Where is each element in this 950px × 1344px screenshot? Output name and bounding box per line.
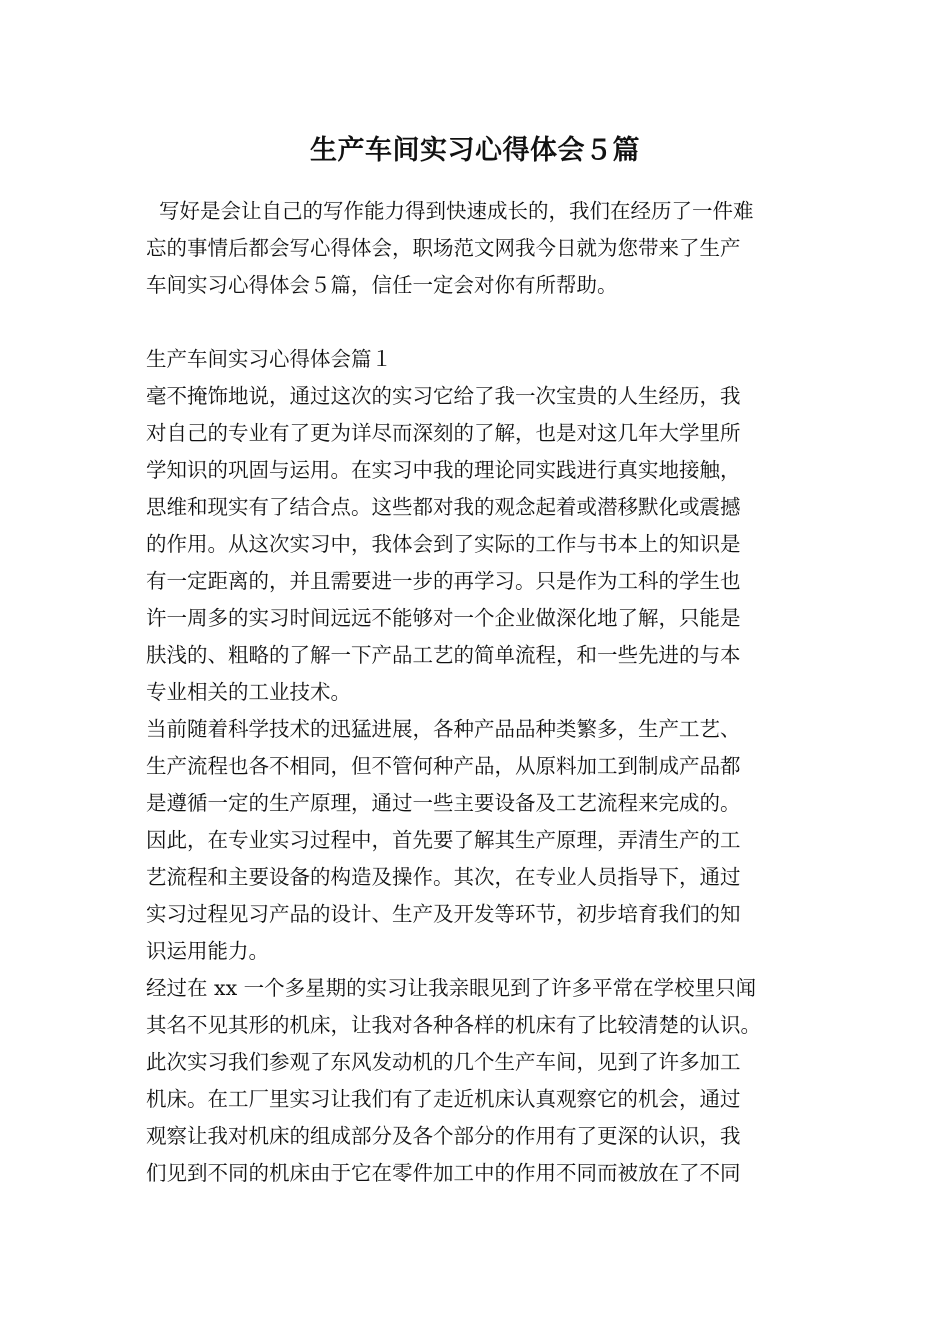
intro-line: 忘的事情后都会写心得体会，职场范文网我今日就为您带来了生产 [146, 236, 741, 260]
body-line: 艺流程和主要设备的构造及操作。其次，在专业人员指导下，通过 [146, 865, 741, 889]
body-line: 其名不见其形的机床，让我对各种各样的机床有了比较清楚的认识。 [146, 1013, 761, 1037]
intro-paragraph [146, 193, 810, 304]
body-line: 们见到不同的机床由于它在零件加工中的作用不同而被放在了不同 [146, 1161, 741, 1185]
body-line: 生产流程也各不相同，但不管何种产品，从原料加工到制成产品都 [146, 754, 741, 778]
body-line: 当前随着科学技术的迅猛进展，各种产品品种类繁多，生产工艺、 [146, 717, 741, 741]
body-line: 专业相关的工业技术。 [146, 680, 351, 704]
body-line: 学知识的巩固与运用。在实习中我的理论同实践进行真实地接触， [146, 458, 741, 482]
body-line: 经过在 xx 一个多星期的实习让我亲眼见到了许多平常在学校里只闻 [146, 976, 757, 1000]
body-line: 有一定距离的，并且需要进一步的再学习。只是作为工科的学生也 [146, 569, 741, 593]
body-line: 实习过程见习产品的设计、生产及开发等环节，初步培育我们的知 [146, 902, 741, 926]
intro-line: 写好是会让自己的写作能力得到快速成长的，我们在经历了一件难 [146, 199, 754, 223]
body-line: 思维和现实有了结合点。这些都对我的观念起着或潜移默化或震撼 [146, 495, 741, 519]
body-line: 对自己的专业有了更为详尽而深刻的了解，也是对这几年大学里所 [146, 421, 741, 445]
section-heading: 生产车间实习心得体会篇１ [146, 347, 392, 371]
body-line: 的作用。从这次实习中，我体会到了实际的工作与书本上的知识是 [146, 532, 741, 556]
body-line: 此次实习我们参观了东风发动机的几个生产车间，见到了许多加工 [146, 1050, 741, 1074]
section-1 [146, 341, 810, 1192]
body-line: 毫不掩饰地说，通过这次的实习它给了我一次宝贵的人生经历，我 [146, 384, 741, 408]
body-line: 是遵循一定的生产原理，通过一些主要设备及工艺流程来完成的。 [146, 791, 741, 815]
document-title: 生产车间实习心得体会５篇 [310, 135, 640, 166]
intro-line: 车间实习心得体会５篇，信任一定会对你有所帮助。 [146, 273, 618, 297]
body-line: 许一周多的实习时间远远不能够对一个企业做深化地了解，只能是 [146, 606, 741, 630]
body-line: 因此，在专业实习过程中，首先要了解其生产原理，弄清生产的工 [146, 828, 741, 852]
body-line: 识运用能力。 [146, 939, 269, 963]
body-line: 肤浅的、粗略的了解一下产品工艺的简单流程，和一些先进的与本 [146, 643, 741, 667]
body-line: 观察让我对机床的组成部分及各个部分的作用有了更深的认识，我 [146, 1124, 741, 1148]
body-line: 机床。在工厂里实习让我们有了走近机床认真观察它的机会，通过 [146, 1087, 741, 1111]
